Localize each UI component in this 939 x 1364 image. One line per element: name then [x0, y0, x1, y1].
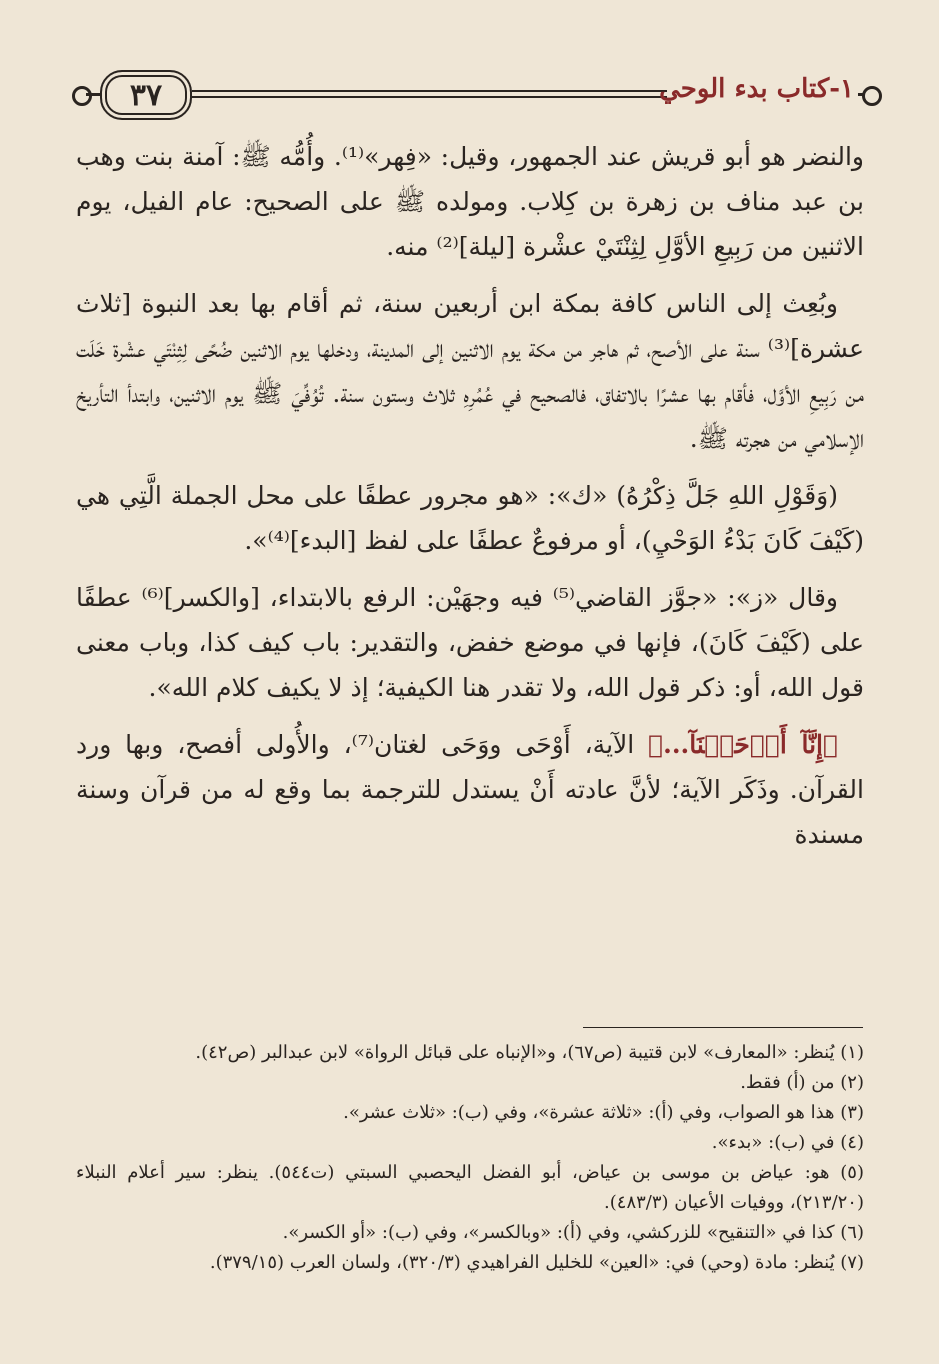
footnote-1: (١) يُنظر: «المعارف» لابن قتيبة (ص٦٧)، و«الإنباه على قبائل الرواة» لابن عبدالبر (ص٤٢). — [195, 1042, 864, 1063]
paragraph-1: والنضر هو أبو قريش عند الجمهور، وقيل: «فِهر»⁽¹⁾. وأُمُّه ﷺ: آمنة بنت وهب بن عبد مناف بن زهرة بن كِلاب. ومولده ﷺ على الصحيح: عام الفيل، يوم الاثنين من رَبِيعِ الأوَّلِ لِثِنْتَيْ عشْرة [ليلة]⁽²⁾ منه. — [76, 142, 864, 261]
header-rule — [192, 90, 667, 98]
paragraph-5-text: الآية، أَوْحَى ووَحَى لغتان⁽⁷⁾، والأُولى أفصح، وبها ورد القرآن. وذَكَر الآية؛ لأنَّ عادته أَنْ يستدل للترجمة بما وقع له من قرآن وسنة مسندة — [76, 730, 864, 849]
quran-verse: ﴿إِنَّآ أَوۡحَيۡنَآ...﴾ — [648, 730, 838, 759]
paragraph-5 — [76, 722, 864, 857]
page-header — [72, 62, 882, 124]
footnote-separator — [583, 1027, 863, 1028]
chapter-title: ١-كتاب بدء الوحي — [659, 74, 854, 104]
ornament-right — [862, 86, 882, 106]
ornament-left — [72, 86, 92, 106]
paragraph-3: (وَقَوْلِ اللهِ جَلَّ ذِكْرُهُ) «ك»: «هو مجرور عطفًا على محل الجملة الَّتِي هي (كَيْفَ كَانَ بَدْءُ الوَحْيِ)، أو مرفوعٌ عطفًا على لفظ [البدء]⁽⁴⁾». — [76, 481, 864, 555]
footnote-7: (٧) يُنظر: مادة (وحي) في: «العين» للخليل الفراهيدي (٣٢٠/٣)، ولسان العرب (٣٧٩/١٥). — [209, 1252, 864, 1273]
ornament-stem-left — [86, 93, 100, 96]
footnote-6: (٦) كذا في «التنقيح» للزركشي، وفي (أ): «وبالكسر»، وفي (ب): «أو الكسر». — [282, 1222, 864, 1243]
footnote-3: (٣) هذا هو الصواب، وفي (أ): «ثلاثة عشرة»، وفي (ب): «ثلاث عشر». — [343, 1102, 864, 1123]
footnote-2: (٢) من (أ) فقط. — [740, 1072, 864, 1093]
footnote-5: (٥) هو: عياض بن موسى بن عياض، أبو الفضل اليحصبي السبتي (ت٥٤٤). ينظر: سير أعلام النبلاء (٢١٣/٢٠)، ووفيات الأعيان (٤٨٣/٣). — [76, 1162, 864, 1213]
page-number: ٣٧ — [100, 70, 192, 120]
main-text — [76, 134, 864, 869]
paragraph-4: وقال «ز»: «جوَّز القاضي⁽⁵⁾ فيه وجهَيْن: الرفع بالابتداء، [والكسر]⁽⁶⁾ عطفًا على (كَيْفَ كَانَ)، فإنها في موضع خفض، والتقدير: باب كيف كذا، وباب معنى قول الله، أو: ذكر قول الله، ولا تقدر هنا الكيفية؛ إذ لا يكيف كلام الله». — [76, 583, 864, 702]
footnotes — [76, 1038, 864, 1278]
paragraph-2: وبُعِث إلى الناس كافة بمكة ابن أربعين سنة، ثم أقام بها بعد النبوة [ثلاث عشرة]⁽³⁾ سنة على الأصح، ثم هاجر من مكة يوم الاثنين إلى المدينة، ودخلها يوم الاثنين ضُحًى لِثِنْتَي عشْرة خَلَت من رَبِيعِ الأوَّل، فأقام بها عشرًا بالاتفاق، فالصحيح في عُمُرِهِ ثلاث وستون سنة. تُوُفِّيَ ﷺ يوم الاثنين، وابتدأ التأريخ الإسلامي من هجرته ﷺ. — [76, 289, 864, 453]
footnote-4: (٤) في (ب): «بدء». — [711, 1132, 864, 1153]
